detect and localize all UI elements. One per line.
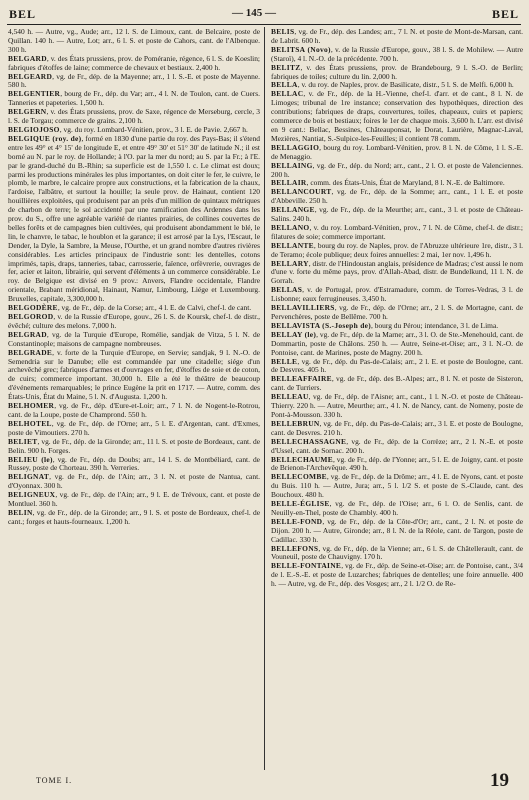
dictionary-entry: BELLEBRUN, vg. de Fr., dép. du Pas-de-Calais; arr., 3 l. E. et poste de Boulogne, cant. de Desvres. 210 h. xyxy=(271,418,523,437)
dictionary-entry: BELGIQUE (roy. de), formé en 1830 d'une partie du roy. des Pays-Bas; il s'étend entre les 49° et 4° 15' de longitude E, et entre 49° 30' et 51° 30' de latitude N.; il est borné au N. par le roy. de Hollande; à l'O. par la mer du nord; au S. par la Fr.; à l'E. par le grand-duché du B.-Rhin; sa superficie est de 1,550 l. c. Le climat est doux; parmi les productions minérales les plus importantes, on doit citer le fer, le cuivre, le plomb, le marbre, le calcaire propre aux constructions, et la fabrication de la chaux, l'ardoise, l'albâtre, et surtout la houille; la seule prov. de Hainaut, contient 120 houillières exploitées, qui produisent par an près d'un million de quintaux métriques de charbon de terre; le sol accidenté par une ramification des Ardennes dans les prov. du S., offre une agréable variété de riantes prairies, de collines couvertes de belles forêts et de campagnes bien cultivées, qui produisent abondamment le blé, le lin, le chanvre, le tabac, le houblon et la garance; il est arrosé par la Lys, l'Escaut, le Dender, la Dyle, la Sambre, la Meuse, l'Ourthe, et un grand nombre d'autres rivières considérables. Les articles principaux de l'industrie sont: les dentelles, cotons imprimés, tapis, draps, tanneries, tabac, carrosserie, faïence, orfèvrerie, ouvrages de fer, acier et laiton, librairie, qui servent d'éléments à un commerce considérable. Le roy. de Belgique est divisé en 9 prov.: Anvers, Flandre occidentale, Flandre orientale, Brabant méridional, Hainaut, Namur, Limbourg, Liége et Luxembourg. Bruxelles, capitale, 3,300,000 h. xyxy=(8,133,261,304)
entry-headword: BELLE xyxy=(271,356,298,366)
header-left-word: BEL xyxy=(9,7,37,21)
entry-headword: BELLEBRUN xyxy=(271,418,320,428)
entry-headword: BELLAC xyxy=(271,89,304,99)
dictionary-entry: BELITSA (Novo), v. de la Russie d'Europe, gouv., 38 l. S. de Mohilew. — Autre (Staroï), 4 l. N.-O. de la précédente. 700 h. xyxy=(271,44,523,63)
dictionary-entry: BELIGNEUX, vg. de Fr., dép. de l'Ain; arr., 9 l. E. de Trévoux, cant. et poste de Montluel. 360 h. xyxy=(8,490,260,509)
dictionary-entry: BELIN, vg. de Fr., dép. de la Gironde; arr., 9 l. S. et poste de Bordeaux, chef-l. de cant.; forges et hauts-fourneaux. 1,200 h. xyxy=(8,507,260,526)
dictionary-entry: BELLAGGIO, bourg du roy. Lombard-Vénitien, prov. 8 l. N. de Côme, 1 l. S.-E. de Menaggio. xyxy=(271,142,523,161)
dictionary-entry: BELLAY (le), vg. de Fr., dép. de la Marne; arr., 3 l. O. de Ste.-Menehould, cant. de Dommartin, poste de Châlons. 250 h. — Autre, Seine-et-Oise; arr., 3 l. N.-O. de Pontoise, cant. de Marines, poste de Magny. 200 h. xyxy=(271,329,524,357)
entry-headword: BELLANO xyxy=(271,222,310,232)
dictionary-entry: BELLECHASSAGNE, vg. de Fr., dép. de la Corrèze; arr., 2 l. N.-E. et poste d'Ussel, cant. de Sornac. 200 h. xyxy=(271,436,523,455)
dictionary-entry: BELITZ, v. des États prussiens, prov. de Brandebourg, 9 l. S.-O. de Berlin; fabriques de toiles; culture du lin. 2,000 h. xyxy=(271,62,523,81)
sheet-number: 19 xyxy=(490,770,509,791)
entry-headword: BELIET xyxy=(8,436,38,446)
dictionary-entry: BELIET, vg. de Fr., dép. de la Gironde; arr., 11 l. S. et poste de Bordeaux, cant. de Belin. 900 h. Forges. xyxy=(8,436,260,455)
entry-headword: BELIGNAT xyxy=(8,472,50,482)
dictionary-entry: BELGEARD, vg. de Fr., dép. de la Mayenne; arr., 1 l. S.-E. et poste de Mayenne. 580 h. xyxy=(8,71,260,90)
entry-headword: BELIGNEUX xyxy=(8,490,56,500)
dictionary-entry: BELLE, vg. de Fr., dép. du Pas-de-Calais; arr., 2 l. E. et poste de Boulogne, cant. de Desvres. 405 h. xyxy=(271,356,523,375)
entry-headword: BELLAVISTA (S.-Joseph de) xyxy=(271,320,372,330)
dictionary-entry: BELGENTIER, bourg de Fr., dép. du Var; arr., 4 l. N. de Toulon, cant. de Cuers. Tanneries et papeteries. 1,500 h. xyxy=(8,89,260,108)
dictionary-entry: BELLECOMBE, vg. de Fr., dép. de la Drôme; arr., 4 l. E. de Nyons, cant. et poste du Buis. 110 h. — Autre, Jura; arr., 5 l. 1/2 S. et poste de S.-Claude, cant. des Bouchoux. 480 h. xyxy=(271,472,523,500)
entry-headword: BELLAIR xyxy=(271,178,307,188)
page-footer xyxy=(0,770,529,798)
dictionary-entry: BELGRADE, v. forte de la Turquie d'Europe, en Servie; sandjak, 9 l. N.-O. de Semendria sur le Danube; elle est commandée par une citadelle; siége d'un archevêché grec; fabriques d'armes et d'ouvrages en fer, d'étoffes de soie et de coton, de cuirs; commerce important. 30,000 h. Elle a été le théâtre de beaucoup d'événements remarquables; le prince Eugène la prit en 1717. — Autre, comm. des États-Unis, État du Maine, 5 l. N. d'Augusta. 1,200 h. xyxy=(8,347,261,402)
dictionary-entry: 4,540 h. — Autre, vg., Aude; arr., 12 l. S. de Limoux, cant. de Belcaire, poste de Quillan. 140 h. — Autre, Lot; arr., 6 l. S. et poste de Cahors, cant. de l'Albenque. 300 h. xyxy=(8,27,260,54)
dictionary-entry: BELLEFONS, vg. de Fr., dép. de la Vienne; arr., 6 l. S. de Châtellerault, cant. de Vouneuil, poste de Chauvigny. 170 h. xyxy=(271,543,523,562)
entry-headword: BELLAY (le) xyxy=(271,329,317,339)
entry-headword: BELGIOJOSO xyxy=(8,124,60,134)
dictionary-entry: BELLAIR, comm. des États-Unis, État de Maryland, 8 l. N.-E. de Baltimore. xyxy=(271,178,505,188)
volume-label: TOME I. xyxy=(36,776,73,785)
entry-headword: BELLANGE xyxy=(271,205,315,215)
entry-headword: BELLAGGIO xyxy=(271,142,320,152)
entry-headword: BELGOROD xyxy=(8,312,54,321)
entry-headword: BELITSA (Novo) xyxy=(271,44,331,54)
dictionary-entry: BELLANCOURT, vg. de Fr., dép. de la Somme; arr., cant., 1 l. E. et poste d'Abbeville. 250 h. xyxy=(271,187,523,206)
left-column xyxy=(8,28,260,527)
entry-headword: BELGRAD xyxy=(8,329,47,339)
entry-headword: BELGARD xyxy=(8,53,47,63)
dictionary-entry: BELLE-FONTAINE, vg. de Fr., dép. de Seine-et-Oise; arr. de Pontoise, cant., 3/4 de l. E.-S.-E. et poste de Luzarches; fabriques de dentelles; une foire annuelle. 400 h. — Autre, vg. de Fr., dép. des Vosges; arr., 2 l. 1/2 O. de Re- xyxy=(271,561,523,589)
header-right-word: BEL xyxy=(491,7,519,21)
dictionary-entry: BELLA, v. du roy. de Naples, prov. de Basilicate, distr., 5 l. S. de Melfi. 6,000 h. xyxy=(271,80,514,90)
entry-headword: BELLAING xyxy=(271,160,313,170)
entry-headword: BELGERN xyxy=(8,107,47,117)
header-rule xyxy=(7,24,521,25)
dictionary-entry: BELGIOJOSO, vg. du roy. Lombard-Vénitien, prov., 3 l. E. de Pavie. 2,667 h. xyxy=(8,124,248,134)
entry-headword: BELHOMER xyxy=(8,401,55,411)
entry-headword: BELLEFONS xyxy=(271,543,319,553)
entry-headword: BELHOTEL xyxy=(8,418,52,428)
entry-headword: BELLE-ÉGLISE xyxy=(271,499,330,509)
dictionary-entry: BELIEU (le), vg. de Fr., dép. du Doubs; arr., 14 l. S. de Montbéliard, cant. de Russey, poste de Chorteau. 390 h. Verreries. xyxy=(8,454,260,473)
entry-headword: BELIS xyxy=(271,27,295,36)
entry-headword: BELGEARD xyxy=(8,71,53,81)
dictionary-entry: BELLAS, v. de Portugal, prov. d'Estramadure, comm. de Torres-Vedras, 3 l. de Lisbonne; eaux ferrugineuses. 3,450 h. xyxy=(271,285,523,304)
dictionary-entry: BELLEAFFAIRE, vg. de Fr., dép. des B.-Alpes; arr., 8 l. N. et poste de Sisteron, cant. de Turriers. xyxy=(271,374,523,393)
right-column xyxy=(271,28,523,589)
dictionary-entry: BELLE-ÉGLISE, vg. de Fr., dép. de l'Oise; arr., 6 l. O. de Senlis, cant. de Neuilly-en-Thel, poste de Chambly. 400 h. xyxy=(271,499,523,517)
entry-headword: BELLEAU xyxy=(271,392,309,402)
entry-headword: BELIEU (le) xyxy=(8,454,53,464)
dictionary-entry: BELLAVILLIERS, vg. de Fr., dép. de l'Orne; arr., 2 l. S. de Mortagne, cant. de Pervenchères, poste de Bellême. 700 h. xyxy=(271,303,523,321)
dictionary-entry: BELLAING, vg. de Fr., dép. du Nord; arr., cant., 2 l. O. et poste de Valenciennes. 200 h. xyxy=(271,160,523,179)
dictionary-entry: BELLE-FOND, vg. de Fr., dép. de la Côte-d'Or; arr., cant., 2 l. N. et poste de Dijon. 200 h. — Autre, Gironde; arr., 8 l. N. de la Réole, cant. de Targon, poste de Cadillac. 330 h. xyxy=(271,516,523,544)
entry-headword: BELLAS xyxy=(271,285,303,295)
dictionary-entry: BELLANGE, vg. de Fr., dép. de la Meurthe; arr., cant., 3 l. et poste de Château-Salins. 240 h. xyxy=(271,205,523,224)
entry-headword: BELGIQUE (roy. de) xyxy=(8,133,82,143)
dictionary-entry: BELHOTEL, vg. de Fr., dép. de l'Orne; arr., 5 l. E. d'Argentan, cant. d'Exmes, poste de Vimoutiers. 270 h. xyxy=(8,418,260,437)
entry-headword: BELLECOMBE xyxy=(271,472,327,482)
dictionary-entry: BELIGNAT, vg. de Fr., dép. de l'Ain; arr., 3 l. N. et poste de Nantua, cant. d'Oyonnax. 300 h. xyxy=(8,472,260,491)
entry-headword: BELGRADE xyxy=(8,347,53,357)
dictionary-entry: BELLAC, v. de Fr., dép. de la H.-Vienne, chef-l. d'arr. et de cant., 8 l. N. de Limoges; tribunal de 1re instance; conservation des hypothèques, direction des contributions; fabriques de draps, couvertures, toiles, chapeaux, cuirs et papiers; commerce de bois et bestiaux; foires le 1er de chaque mois. 3,600 h. L'arr. est divisé en 9 cant.: Bellac, Bessines, Châteauponsat, le Dorat, Laurière, Magnac-Laval, Mezières, Nantiat, S.-Sulpice-les-Feuilles; il contient 78 comm. xyxy=(271,89,523,143)
entry-headword: BELLECHASSAGNE xyxy=(271,436,347,446)
entry-headword: BELLE-FONTAINE xyxy=(271,561,342,571)
entry-headword: BELIN xyxy=(8,507,33,517)
dictionary-entry: BELGODÈRE, vg. de Fr., dép. de la Corse; arr., 4 l. E. de Calvi, chef-l. de cant. xyxy=(8,303,252,313)
entry-headword: BELLA xyxy=(271,80,298,90)
entry-headword: BELITZ xyxy=(271,62,301,72)
entry-headword: BELLARY xyxy=(271,258,309,268)
dictionary-entry: BELGERN, v. des États prussiens, prov. de Saxe, régence de Merseburg, cercle, 3 l. S. de Torgau; commerce de grains. 2,100 h. xyxy=(8,107,260,126)
dictionary-entry: BELLEAU, vg. de Fr., dép. de l'Aisne; arr., cant., 1 l. N.-O. et poste de Château-Thierry. 220 h. — Autre, Meurthe; arr., 4 l. N. de Nancy, cant. de Nomeny, poste de Pont-à-Mousson. 330 h. xyxy=(271,392,523,419)
running-header xyxy=(0,5,529,23)
dictionary-entry: BELLECHAUME, vg. de Fr., dép. de l'Yonne; arr., 5 l. E. de Joigny, cant. et poste de Brienon-l'Archevêque. 490 h. xyxy=(271,454,523,473)
entry-headword: BELGODÈRE xyxy=(8,303,58,313)
header-page-number: — 145 — xyxy=(232,7,276,19)
entry-headword: BELLECHAUME xyxy=(271,454,333,464)
entry-headword: BELGENTIER xyxy=(8,89,61,99)
dictionary-entry: BELLANTE, bourg du roy. de Naples, prov. de l'Abruzze ultérieure 1re, distr., 3 l. de Teramo; école publique; deux foires annuelles: 2 mai, 1er nov. 1,496 h. xyxy=(271,240,523,259)
dictionary-entry: BELIS, vg. de Fr., dép. des Landes; arr., 7 l. N. et poste de Mont-de-Marsan, cant. de Labrit. 600 h. xyxy=(271,27,523,45)
entry-headword: BELLAVILLIERS xyxy=(271,303,335,313)
entry-headword: BELLANCOURT xyxy=(271,187,332,197)
entry-headword: BELLE-FOND xyxy=(271,516,323,526)
dictionary-entry: BELLARY, distr. de l'Hindoustan anglais, présidence de Madras; c'est aussi le nom d'une v. forte du même pays, prov. d'Allah-Abad, distr. de Bundelkund, 11 l. N. de Gorrah. xyxy=(271,258,523,286)
dictionary-entry: BELGRAD, vg. de la Turquie d'Europe, Romélie, sandjak de Vitza, 5 l. N. de Constantinople; maisons de campagne nombreuses. xyxy=(8,329,260,348)
column-divider xyxy=(264,27,265,770)
dictionary-entry: BELGOROD, v. de la Russie d'Europe, gouv., 26 l. S. de Koursk, chef-l. de distr., évêché; culture des melons. 7,000 h. xyxy=(8,312,260,330)
dictionary-entry: BELGARD, v. des États prussiens, prov. de Poméranie, régence, 6 l. S. de Koeslin; fabriques d'étoffes de laine; commerce de chevaux et bestiaux. 2,400 h. xyxy=(8,53,260,72)
entry-headword: BELLEAFFAIRE xyxy=(271,374,332,384)
entry-headword: BELLANTE xyxy=(271,240,314,250)
dictionary-entry: BELLAVISTA (S.-Joseph de), bourg du Pérou; intendance, 3 l. de Lima. xyxy=(271,320,499,330)
dictionary-entry: BELHOMER, vg. de Fr., dép. d'Eure-et-Loir; arr., 7 l. N. de Nogent-le-Rotrou, cant. de la Loupe, poste de Champrond. 550 h. xyxy=(8,401,260,419)
dictionary-entry: BELLANO, v. du roy. Lombard-Vénitien, prov., 7 l. N. de Côme, chef-l. de distr.; filatures de soie; commerce important. xyxy=(271,222,523,241)
